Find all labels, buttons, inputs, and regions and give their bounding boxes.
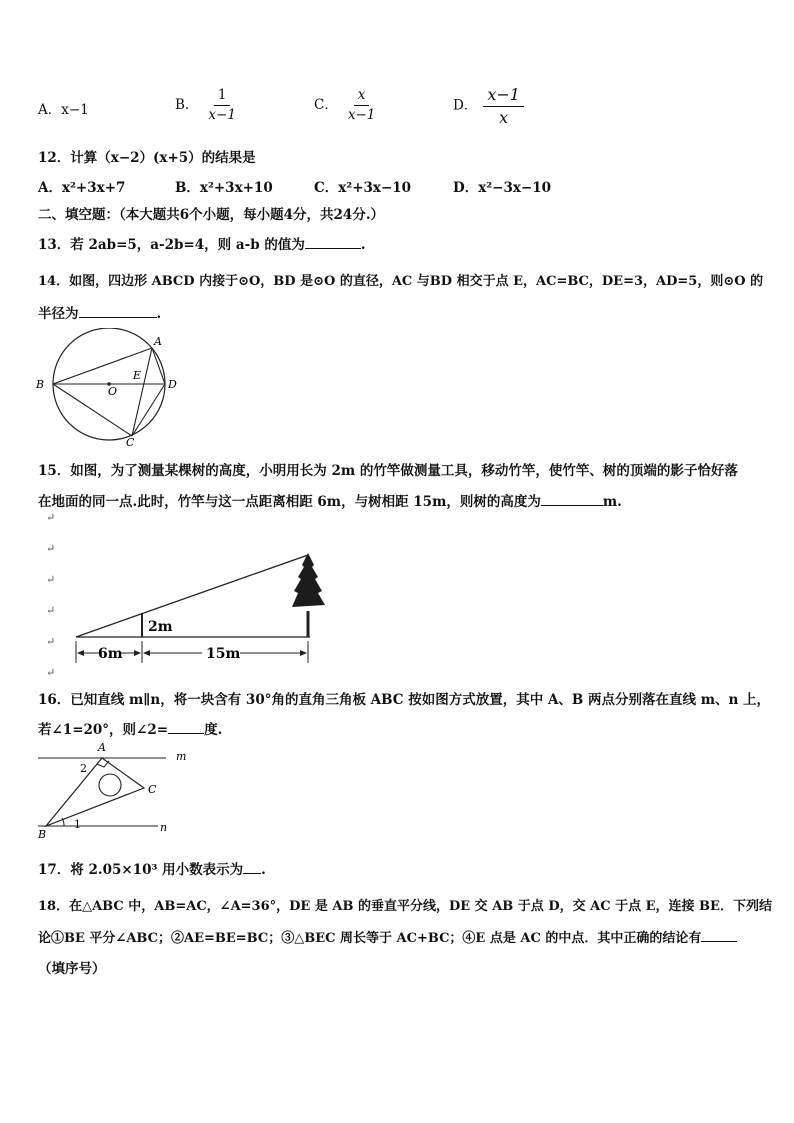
q14-tail: . (156, 306, 162, 322)
return-mark: ↵ (46, 666, 56, 679)
angle-2-label: 2 (80, 762, 87, 775)
q13-stem: 13．若 2ab=5，a-2b=4，则 a-b 的值为 (38, 237, 305, 253)
q15-line-2 (38, 490, 622, 510)
q18-line-3: （填序号） (38, 961, 106, 977)
q11-option-d-denominator: x (499, 107, 509, 127)
q11-option-b (175, 88, 240, 123)
q11-option-d-label: D． (453, 97, 478, 114)
q16-triangle-figure (34, 740, 194, 844)
label-m: m (176, 750, 187, 763)
q14-line-2-text: 半径为 (38, 306, 79, 322)
label-e: E (133, 369, 142, 382)
segment-bc (53, 384, 132, 436)
q12-stem: 12．计算（x−2）(x+5）的结果是 (38, 150, 256, 166)
return-mark: ↵ (46, 511, 56, 524)
q18-line-1: 18．在△ABC 中，AB=AC，∠A=36°，DE 是 AB 的垂直平分线，DE 交 AB 于点 D，交 AC 于点 E，连接 BE．下列结 (38, 899, 772, 914)
angle-1-label: 1 (74, 818, 81, 831)
q13-answer-blank (305, 248, 361, 249)
q15-line-1: 15．如图，为了测量某棵树的高度，小明用长为 2m 的竹竿做测量工具，移动竹竿，使竹竿、树的顶端的影子恰好落 (38, 463, 738, 479)
q11-option-c (314, 88, 379, 123)
q18-line-2-text: 论①BE 平分∠ABC；②AE=BE=BC；③△BEC 周长等于 AC+BC；④E 点是 AC 的中点．其中正确的结论有 (38, 931, 702, 946)
pole-length-label: 2m (148, 619, 173, 635)
set-square-triangle (46, 758, 144, 826)
set-square-hole (99, 774, 121, 796)
distance-label-15m: 15m (206, 646, 241, 662)
q16-line-2 (38, 718, 222, 738)
q14-line-2 (38, 302, 161, 322)
arrow-head (300, 650, 307, 656)
q14-line-1: 14．如图，四边形 ABCD 内接于⊙O，BD 是⊙O 的直径，AC 与BD 相交于点 E，AC=BC，DE=3，AD=5，则⊙O 的 (38, 274, 764, 289)
q13-line (38, 233, 366, 253)
q12-option-d: D．x²−3x−10 (453, 180, 552, 196)
label-c: C (148, 783, 157, 796)
return-mark: ↵ (46, 635, 56, 648)
q11-option-b-numerator: 1 (214, 88, 231, 106)
tree-canopy (292, 553, 325, 607)
q11-option-c-fraction (344, 88, 380, 123)
q18-line-2 (38, 927, 737, 946)
arrow-head (134, 650, 141, 656)
q11-option-d-fraction (483, 86, 524, 126)
q16-answer-blank (168, 733, 204, 734)
q15-answer-blank (541, 505, 603, 506)
q11-option-b-fraction (204, 88, 240, 123)
label-o: O (108, 385, 118, 398)
q15-tail: m. (602, 494, 622, 510)
q11-option-b-denominator: x−1 (208, 106, 236, 123)
q17-answer-blank (243, 873, 261, 874)
q11-option-c-numerator: x (354, 88, 370, 106)
q11-option-a (38, 98, 89, 118)
q11-option-c-denominator: x−1 (347, 106, 376, 123)
return-mark: ↵ (46, 573, 56, 586)
q14-answer-blank (79, 317, 157, 318)
q17-tail: . (261, 862, 266, 878)
shadow-line (76, 555, 308, 637)
label-a: A (154, 335, 162, 348)
q11-option-d (453, 86, 524, 126)
q15-tree-figure (60, 545, 350, 675)
return-mark: ↵ (46, 542, 56, 555)
q12-option-b: B．x²+3x+10 (175, 180, 273, 196)
label-d: D (168, 378, 177, 391)
q11-option-b-label: B． (175, 96, 199, 113)
q13-tail: . (360, 237, 366, 253)
q16-line-2-text: 若∠1=20°，则∠2= (38, 722, 169, 738)
q16-tail: 度. (204, 722, 223, 738)
arrow-head (143, 650, 150, 656)
q11-option-c-label: C． (314, 96, 338, 113)
q15-line-2-text: 在地面的同一点.此时，竹竿与这一点距离相距 6m，与树相距 15m，则树的高度为 (38, 494, 541, 510)
distance-label-6m: 6m (98, 646, 123, 662)
label-n: n (160, 821, 168, 834)
q11-option-d-numerator: x−1 (483, 86, 524, 107)
q12-option-c: C．x²+3x−10 (314, 180, 412, 196)
q17-line (38, 858, 266, 878)
label-c: C (126, 436, 135, 448)
segment-cd (132, 384, 165, 436)
q14-circle-figure (32, 328, 192, 448)
arrow-head (77, 650, 84, 656)
q11-option-a-label: A． (38, 102, 62, 118)
q11-option-a-text: x−1 (61, 102, 89, 118)
segment-ad (152, 348, 165, 384)
section-heading: 二、填空题：（本大题共6个小题，每小题4分，共24分.） (38, 207, 385, 223)
q12-option-a: A．x²+3x+7 (38, 180, 126, 196)
q16-line-1: 16．已知直线 m∥n，将一块含有 30°角的直角三角板 ABC 按如图方式放置，其中 A、B 两点分别落在直线 m、n 上， (38, 692, 771, 708)
q17-stem: 17．将 2.05×10³ 用小数表示为 (38, 862, 244, 878)
label-b: B (38, 828, 47, 841)
return-mark: ↵ (46, 604, 56, 617)
label-a: A (98, 741, 106, 754)
label-b: B (36, 378, 45, 391)
q18-answer-blank (701, 941, 737, 942)
